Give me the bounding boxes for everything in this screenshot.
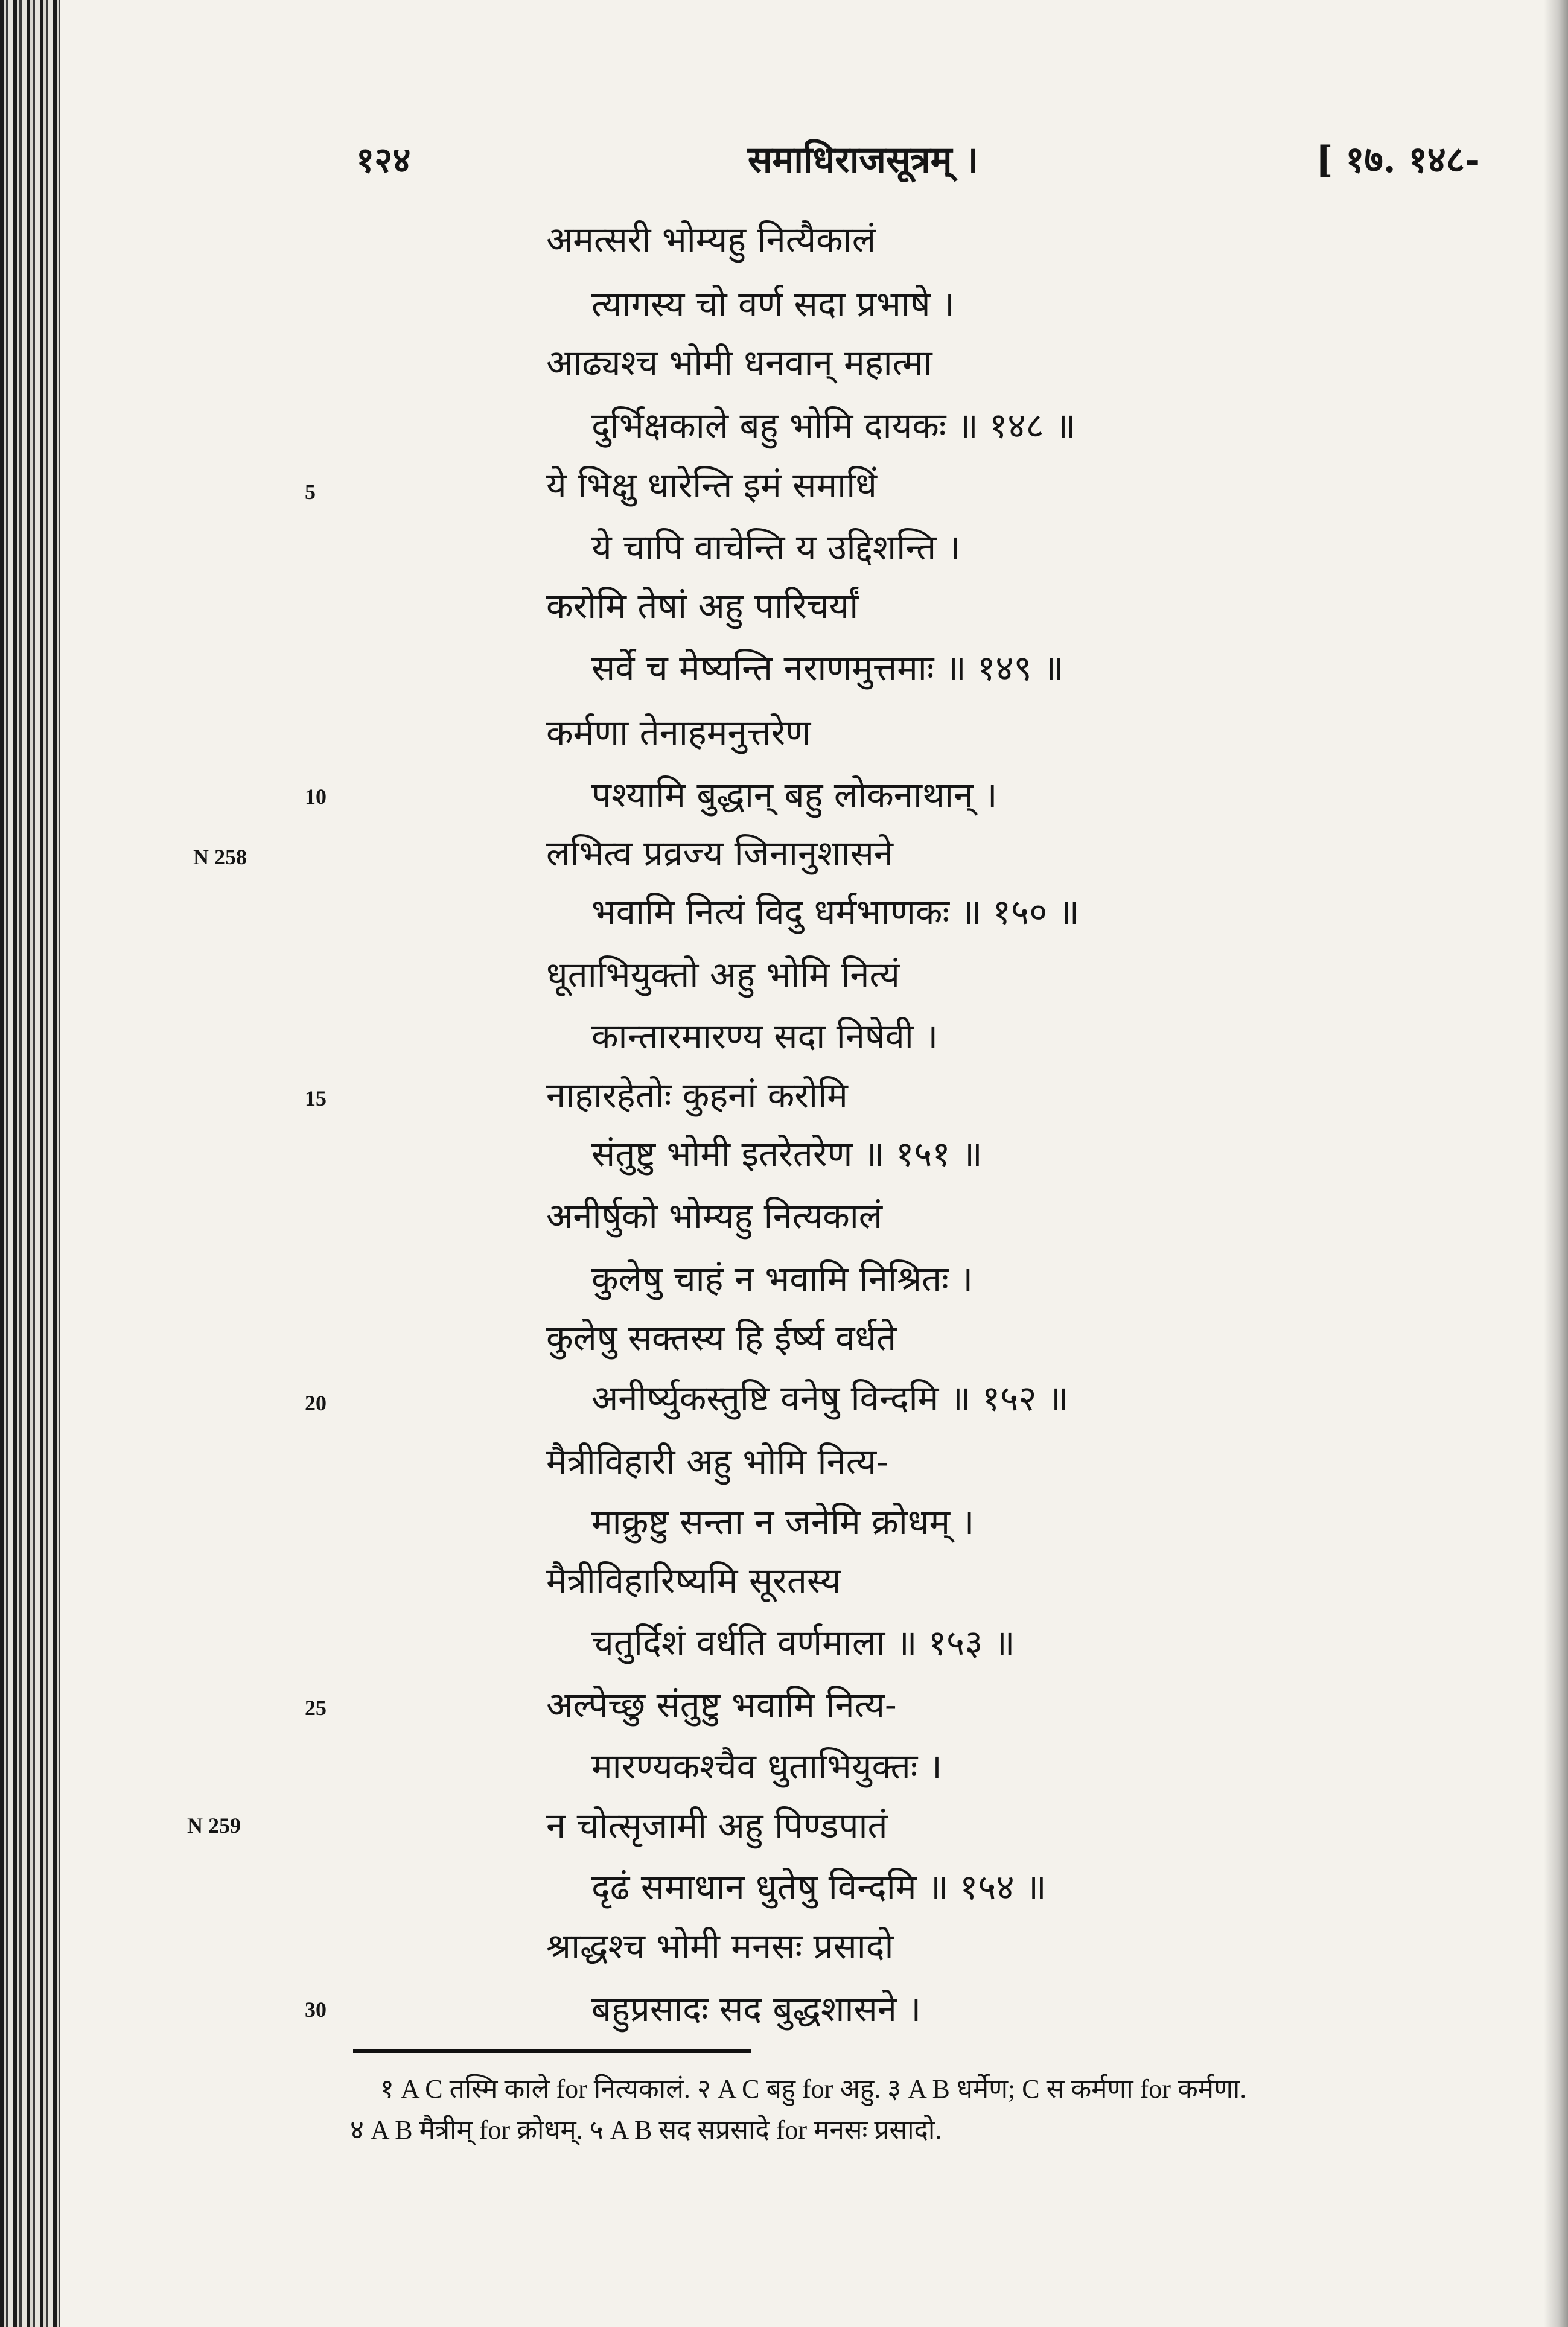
verse-line: ये चापि वाचेन्ति य उद्दिशन्ति । bbox=[591, 527, 961, 568]
footnote-line: १ A C तस्मि काले for नित्यकालं. २ A C बहु for अहु. ३ A B धर्मेण; C स कर्मणा for कर्मणा. bbox=[380, 2074, 1247, 2104]
verse-line: अनीर्षुको भोम्यहु नित्यकालं bbox=[546, 1195, 883, 1237]
verse-line: कुलेषु सक्तस्य हि ईर्ष्य वर्धते bbox=[546, 1317, 897, 1358]
verse-line: श्राद्धश्च भोमी मनसः प्रसादो bbox=[546, 1926, 894, 1967]
margin-line-number: 10 bbox=[305, 785, 327, 809]
verse-line: कान्तारमारण्य सदा निषेवी । bbox=[591, 1016, 939, 1057]
footnote-rule bbox=[353, 2049, 751, 2053]
margin-line-number: 30 bbox=[305, 1998, 327, 2022]
verse-line: त्यागस्य चो वर्ण सदा प्रभाषे । bbox=[591, 284, 955, 325]
footnote-line: ४ A B मैत्रीम् for क्रोधम्. ५ A B सद सप्रसादे for मनसः प्रसादो. bbox=[350, 2115, 942, 2145]
page-edge-shadow bbox=[1544, 0, 1568, 2327]
verse-line: चतुर्दिशं वर्धति वर्णमाला ॥ १५३ ॥ bbox=[591, 1622, 1015, 1663]
manuscript-ref: N 258 bbox=[193, 845, 247, 869]
verse-line: मैत्रीविहारिष्यमि सूरतस्य bbox=[546, 1560, 841, 1601]
verse-line: बहुप्रसादः सद बुद्धशासने । bbox=[591, 1988, 922, 2029]
verse-line: दुर्भिक्षकाले बहु भोमि दायकः ॥ १४८ ॥ bbox=[591, 405, 1076, 446]
verse-line: अल्पेच्छु संतुष्टु भवामि नित्य- bbox=[546, 1684, 897, 1725]
verse-line: लभित्व प्रव्रज्य जिनानुशासने bbox=[546, 833, 893, 874]
verse-line: दृढं समाधान धुतेषु विन्दमि ॥ १५४ ॥ bbox=[591, 1867, 1047, 1908]
section-reference: [ १७. १४८- bbox=[1316, 139, 1480, 181]
verse-line: करोमि तेषां अहु पारिचर्यां bbox=[546, 585, 859, 626]
verse-line: अमत्सरी भोम्यहु नित्यैकालं bbox=[546, 219, 876, 260]
verse-line: मैत्रीविहारी अहु भोमि नित्य- bbox=[546, 1441, 888, 1482]
margin-line-number: 15 bbox=[305, 1086, 327, 1110]
verse-line: माक्रुष्टु सन्ता न जनेमि क्रोधम् । bbox=[591, 1501, 975, 1542]
verse-line: सर्वे च मेष्यन्ति नराणमुत्तमाः ॥ १४९ ॥ bbox=[591, 648, 1064, 689]
verse-line: कर्मणा तेनाहमनुत्तरेण bbox=[546, 712, 811, 753]
verse-line: संतुष्टु भोमी इतरेतरेण ॥ १५१ ॥ bbox=[591, 1133, 983, 1174]
verse-line: न चोत्सृजामी अहु पिण्डपातं bbox=[546, 1805, 888, 1846]
margin-line-number: 25 bbox=[305, 1696, 327, 1720]
verse-line: मारण्यकश्चैव धुताभियुक्तः । bbox=[591, 1746, 942, 1787]
verse-line: धूताभियुक्तो अहु भोमि नित्यं bbox=[546, 954, 900, 995]
page-number: १२४ bbox=[356, 139, 411, 180]
verse-line: पश्यामि बुद्धान् बहु लोकनाथान् । bbox=[591, 774, 998, 815]
manuscript-ref: N 259 bbox=[187, 1813, 241, 1838]
book-spine-shadow bbox=[0, 0, 60, 2327]
margin-line-number: 5 bbox=[305, 480, 316, 504]
verse-line: भवामि नित्यं विदु धर्मभाणकः ॥ १५० ॥ bbox=[591, 891, 1080, 932]
verse-line: आढ्यश्च भोमी धनवान् महात्मा bbox=[546, 342, 932, 383]
verse-line: नाहारहेतोः कुहनां करोमि bbox=[546, 1075, 848, 1116]
running-title: समाधिराजसूत्रम् । bbox=[747, 139, 979, 181]
verse-line: ये भिक्षु धारेन्ति इमं समाधिं bbox=[546, 465, 877, 506]
margin-line-number: 20 bbox=[305, 1391, 327, 1415]
verse-line: कुलेषु चाहं न भवामि निश्रितः । bbox=[591, 1258, 974, 1299]
verse-line: अनीर्ष्युकस्तुष्टि वनेषु विन्दमि ॥ १५२ ॥ bbox=[591, 1378, 1069, 1419]
